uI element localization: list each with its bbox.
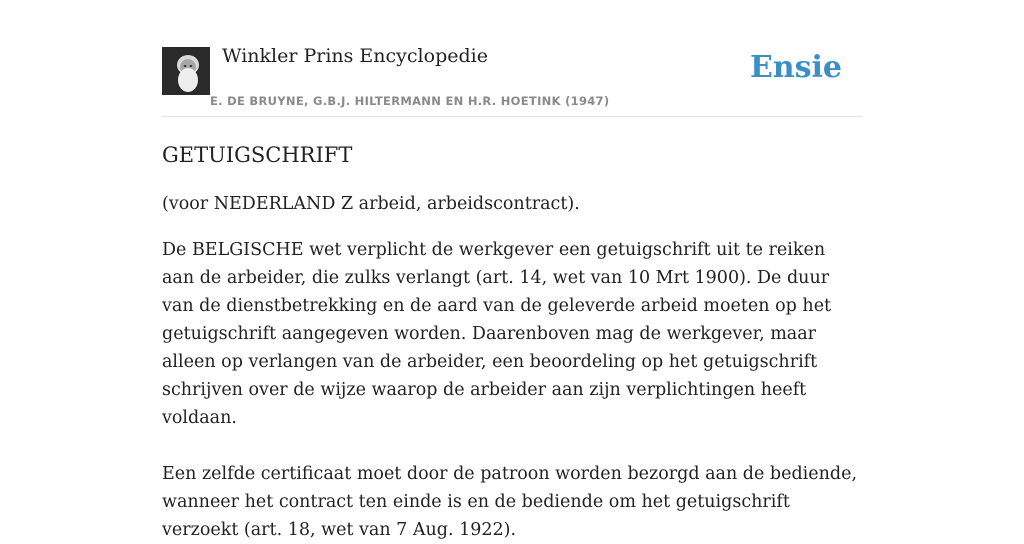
site-header [162, 0, 862, 117]
cross-reference: (voor NEDERLAND Z arbeid, arbeidscontract). [162, 194, 580, 214]
entry-title: GETUIGSCHRIFT [162, 143, 353, 167]
author-avatar[interactable] [162, 47, 210, 95]
ensie-logo[interactable]: Ensie [749, 50, 842, 85]
author-portrait-icon [162, 47, 210, 95]
authors-line: E. DE BRUYNE, G.B.J. HILTERMANN EN H.R. HOETINK (1947) [210, 94, 610, 108]
entry-content [162, 140, 862, 544]
paragraph-belgian-law: De BELGISCHE wet verplicht de werkgever een getuigschrift uit te reiken aan de arbeider, die zulks verlangt (art. 14, wet van 10 Mrt 1900). De duur van de dienstbetrekking en de aard van de geleverde arbeid moeten op het getuigschrift aangegeven worden. Daarenboven mag de werkgever, maar alleen op verlangen van de arbeider, een beoordeling op het getuigschrift schrijven over de wijze waarop de arbeider aan zijn verplichtingen heeft voldaan. [162, 240, 832, 428]
paragraph-certificate: Een zelfde certificaat moet door de patroon worden bezorgd aan de bediende, wanneer het contract ten einde is en de bediende om het getuigschrift verzoekt (art. 18, wet van 7 Aug. 1922). [162, 464, 858, 540]
site-title[interactable]: Winkler Prins Encyclopedie [222, 45, 488, 67]
